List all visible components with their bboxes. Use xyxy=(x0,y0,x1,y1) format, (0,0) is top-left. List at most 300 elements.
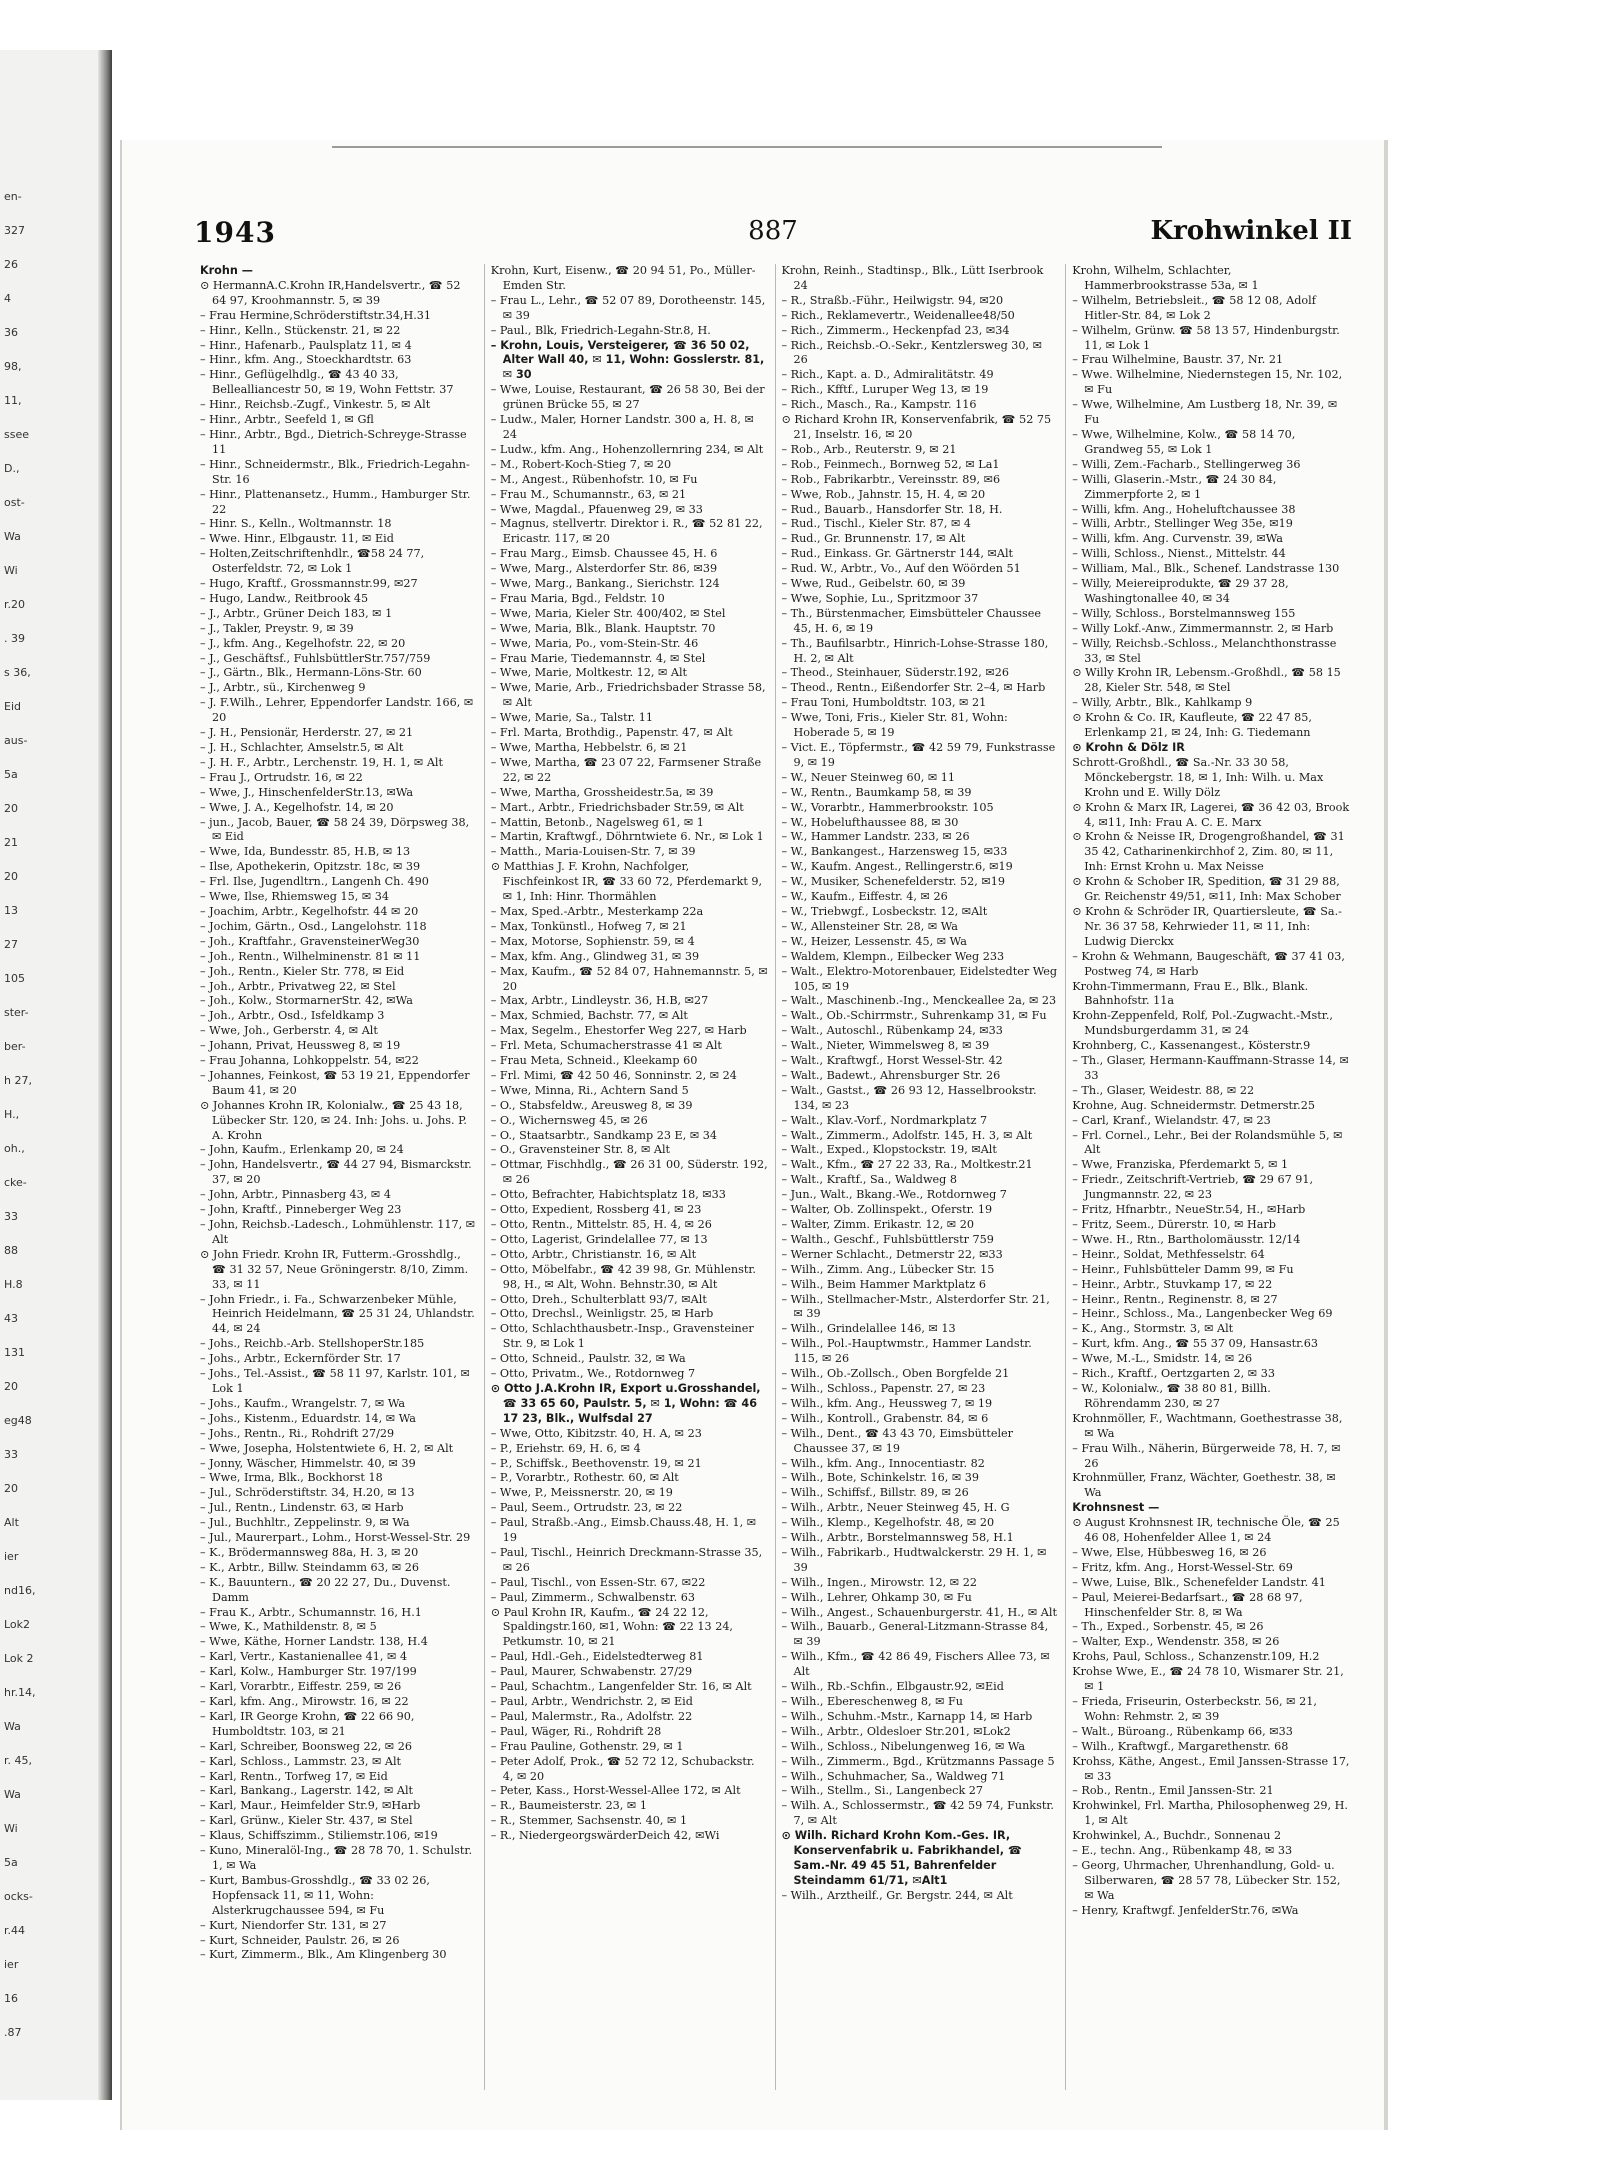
directory-entry: – J., Arbtr., sü., Kirchenweg 9 xyxy=(200,681,366,695)
directory-entry: – Rich., Kraftf., Oertzgarten 2, ✉ 33 xyxy=(1072,1367,1275,1381)
directory-entry: – O., Staatsarbtr., Sandkamp 23 E, ✉ 34 xyxy=(490,1128,717,1142)
directory-entry: – Max, Motorse, Sophienstr. 59, ✉ 4 xyxy=(490,934,695,948)
previous-page-fragment: ssee xyxy=(4,428,29,441)
page-gutter xyxy=(98,50,112,2100)
directory-entry: Krohwinkel, Frl. Martha, Philosophenweg 29, H. 1, ✉ Alt xyxy=(1072,1799,1348,1828)
directory-entry: – Ottmar, Fischhdlg., ☎ 26 31 00, Süderstr. 192, ✉ 26 xyxy=(490,1158,768,1187)
directory-entry: – Joachim, Arbtr., Kegelhofstr. 44 ✉ 20 xyxy=(200,904,419,918)
directory-entry: – Wilh., Schuhm.-Mstr., Karnapp 14, ✉ Harb xyxy=(781,1709,1033,1723)
directory-entry: – Wwe, Martha, ☎ 23 07 22, Farmsener Straße 22, ✉ 22 xyxy=(490,755,762,784)
directory-entry: – Hinr., Kelln., Stückenstr. 21, ✉ 22 xyxy=(200,323,401,337)
directory-entry: – W., Musiker, Schenefelderstr. 52, ✉19 xyxy=(781,875,1005,889)
directory-entry: – Magnus, stellvertr. Direktor i. R., ☎ 52 81 22, Ericastr. 117, ✉ 20 xyxy=(490,517,763,546)
directory-entry: – Paul, Maurer, Schwabenstr. 27/29 xyxy=(490,1665,693,1679)
directory-entry: – Wilh., Grindelallee 146, ✉ 13 xyxy=(781,1322,956,1336)
directory-entry: – Wwe, Maria, Kieler Str. 400/402, ✉ Stel xyxy=(490,606,726,620)
column-1 xyxy=(194,264,485,2090)
directory-entry: – W., Rentn., Baumkamp 58, ✉ 39 xyxy=(781,785,972,799)
directory-entry: – Jun., Walt., Bkang.-We., Rotdornweg 7 xyxy=(781,1188,1007,1202)
directory-entry: – Waldem, Klempn., Eilbecker Weg 233 xyxy=(781,949,1005,963)
directory-entry: – Wwe, Martha, Hebbelstr. 6, ✉ 21 xyxy=(490,741,688,754)
directory-entry: ⊙ Wilh. Richard Krohn Kom.-Ges. IR, Konservenfabrik u. Fabrikhandel, ☎ Sam.-Nr. 49 45 51, Bahrenfelder Steindamm 61/71, ✉Alt1 xyxy=(781,1829,1022,1887)
previous-page-fragment: 131 xyxy=(4,1346,25,1359)
directory-entry: – John, Arbtr., Pinnasberg 43, ✉ 4 xyxy=(200,1188,391,1202)
directory-entry: – Rud., Bauarb., Hansdorfer Str. 18, H. xyxy=(781,502,1003,516)
directory-entry: – Ludw., kfm. Ang., Hohenzollernring 234, ✉ Alt xyxy=(490,442,764,456)
directory-entry: – Johs., Tel.-Assist., ☎ 58 11 97, Karlstr. 101, ✉ Lok 1 xyxy=(200,1367,470,1395)
directory-entry: – Rob., Rentn., Emil Janssen-Str. 21 xyxy=(1072,1784,1274,1798)
previous-page-fragment: hr.14, xyxy=(4,1686,36,1699)
directory-entry: – Frl. Marta, Brothdig., Papenstr. 47, ✉ Alt xyxy=(490,726,733,740)
previous-page-fragment: 98, xyxy=(4,360,22,373)
previous-page-fragment: 5a xyxy=(4,1856,18,1869)
header-year: 1943 xyxy=(194,216,276,249)
directory-entry: – Karl, Schreiber, Boonsweg 22, ✉ 26 xyxy=(200,1739,412,1753)
directory-entry: – Frau Johanna, Lohkoppelstr. 54, ✉22 xyxy=(200,1054,419,1068)
directory-entry: – Heinr., Arbtr., Stuvkamp 17, ✉ 22 xyxy=(1072,1277,1273,1291)
directory-entry: – Krohn, Louis, Versteigerer, ☎ 36 50 02, Alter Wall 40, ✉ 11, Wohn: Gosslerstr. 81, ✉ 30 xyxy=(490,338,765,382)
directory-entry: – Wilh., Ingen., Mirowstr. 12, ✉ 22 xyxy=(781,1575,977,1589)
previous-page-fragment: 4 xyxy=(4,292,11,305)
directory-entry: – Th., Baufilsarbtr., Hinrich-Lohse-Strasse 180, H. 2, ✉ Alt xyxy=(781,636,1049,665)
directory-entry: – Willi, Glaserin.-Mstr., ☎ 24 30 84, Zimmerpforte 2, ✉ 1 xyxy=(1072,472,1277,501)
directory-entry: – W., Kaufm. Angest., Rellingerstr.6, ✉19 xyxy=(781,860,1013,874)
directory-entry: – Wilh., Kraftwgf., Margarethenstr. 68 xyxy=(1072,1739,1289,1753)
directory-entry: – Wwe, Toni, Fris., Kieler Str. 81, Wohn: Hoberade 5, ✉ 19 xyxy=(781,711,1008,740)
directory-entry: – Wwe, Else, Hübbesweg 16, ✉ 26 xyxy=(1072,1545,1267,1559)
previous-page-fragment: oh., xyxy=(4,1142,25,1155)
previous-page-fragment: Wa xyxy=(4,530,21,543)
directory-entry: – Hinr., kfm. Ang., Stoeckhardtstr. 63 xyxy=(200,353,412,367)
directory-entry: ⊙ August Krohnsnest IR, technische Öle, ☎ 25 46 08, Hohenfelder Allee 1, ✉ 24 xyxy=(1072,1516,1340,1545)
directory-entry: – J., kfm. Ang., Kegelhofstr. 22, ✉ 20 xyxy=(200,636,406,650)
directory-entry: – Rob., Arb., Reuterstr. 9, ✉ 21 xyxy=(781,442,957,456)
directory-entry: – Frau Marg., Eimsb. Chaussee 45, H. 6 xyxy=(490,547,718,561)
directory-entry: – Wwe, Käthe, Horner Landstr. 138, H.4 xyxy=(200,1635,428,1649)
previous-page-fragment: 20 xyxy=(4,1482,18,1495)
top-rule xyxy=(332,146,1162,148)
previous-page-fragment: Alt xyxy=(4,1516,19,1529)
directory-entry: – Hinr., Hafenarb., Paulsplatz 11, ✉ 4 xyxy=(200,338,412,352)
directory-columns xyxy=(194,264,1356,2090)
directory-entry: – Wilh., Bauarb., General-Litzmann-Strasse 84, ✉ 39 xyxy=(781,1620,1049,1649)
directory-entry: – Wwe, Marg., Alsterdorfer Str. 86, ✉39 xyxy=(490,562,718,576)
directory-entry: – Otto, Schlachthausbetr.-Insp., Gravensteiner Str. 9, ✉ Lok 1 xyxy=(490,1322,754,1351)
directory-entry: – Paul, Malermstr., Ra., Adolfstr. 22 xyxy=(490,1709,693,1723)
directory-entry: ⊙ Krohn & Dölz IR xyxy=(1072,741,1185,754)
directory-entry: – Kurt, Schneider, Paulstr. 26, ✉ 26 xyxy=(200,1933,400,1947)
directory-entry: – K., Brödermannsweg 88a, H. 3, ✉ 20 xyxy=(200,1545,419,1559)
directory-entry: – W., Hobelufthaussee 88, ✉ 30 xyxy=(781,815,959,829)
directory-entry: – Frau Pauline, Gothenstr. 29, ✉ 1 xyxy=(490,1739,684,1753)
directory-entry: – Jonny, Wäscher, Himmelstr. 40, ✉ 39 xyxy=(200,1456,416,1470)
directory-entry: – Karl, IR George Krohn, ☎ 22 66 90, Humboldtstr. 103, ✉ 21 xyxy=(200,1709,415,1738)
directory-entry: – Wilh., Arbtr., Oldesloer Str.201, ✉Lok2 xyxy=(781,1724,1011,1738)
page-header xyxy=(194,216,1352,260)
directory-entry: – Paul, Straßb.-Ang., Eimsb.Chauss.48, H. 1, ✉ 19 xyxy=(490,1516,757,1545)
directory-entry: Krohn — xyxy=(200,264,253,277)
directory-entry: – Paul., Blk, Friedrich-Legahn-Str.8, H. xyxy=(490,323,711,337)
directory-entry: – W., Kolonialw., ☎ 38 80 81, Billh. Röhrendamm 230, ✉ 27 xyxy=(1072,1381,1271,1410)
directory-entry: – Frl. Meta, Schumacherstrasse 41 ✉ Alt xyxy=(490,1039,722,1053)
directory-entry: – Otto, Möbelfabr., ☎ 42 39 98, Gr. Mühlenstr. 98, H., ✉ Alt, Wohn. Behnstr.30, ✉ Alt xyxy=(490,1262,756,1291)
previous-page-fragment: Lok2 xyxy=(4,1618,31,1631)
directory-entry: – Wilh., Schiffsf., Billstr. 89, ✉ 26 xyxy=(781,1486,969,1500)
directory-entry: – Wwe, Ilse, Rhiemsweg 15, ✉ 34 xyxy=(200,890,390,904)
directory-entry: – Wwe, Ida, Bundesstr. 85, H.B, ✉ 13 xyxy=(200,845,411,859)
previous-page-fragment: 20 xyxy=(4,870,18,883)
directory-entry: – Joh., Arbtr., Privatweg 22, ✉ Stel xyxy=(200,979,396,993)
directory-entry: – John, Kraftf., Pinneberger Weg 23 xyxy=(200,1203,402,1217)
directory-entry: ⊙ Krohn & Co. IR, Kaufleute, ☎ 22 47 85, Erlenkamp 21, ✉ 24, Inh: G. Tiedemann xyxy=(1072,711,1312,740)
directory-entry: – J. F.Wilh., Lehrer, Eppendorfer Landstr. 166, ✉ 20 xyxy=(200,696,474,725)
directory-entry: – Mart., Arbtr., Friedrichsbader Str.59, ✉ Alt xyxy=(490,800,744,814)
directory-entry: – Rob., Fabrikarbtr., Vereinsstr. 89, ✉6 xyxy=(781,472,1001,486)
directory-entry: ⊙ Willy Krohn IR, Lebensm.-Großhdl., ☎ 58 15 28, Kieler Str. 548, ✉ Stel xyxy=(1072,666,1341,695)
directory-entry: – R., Baumeisterstr. 23, ✉ 1 xyxy=(490,1799,647,1813)
directory-entry: – Hinr., Reichsb.-Zugf., Vinkestr. 5, ✉ Alt xyxy=(200,398,431,412)
directory-entry: – P., Vorarbtr., Rothestr. 60, ✉ Alt xyxy=(490,1471,679,1485)
directory-entry: – Th., Glaser, Hermann-Kauffmann-Strasse 14, ✉ 33 xyxy=(1072,1054,1349,1082)
directory-entry: – Wilh., Fabrikarb., Hudtwalckerstr. 29 H. 1, ✉ 39 xyxy=(781,1545,1047,1574)
directory-entry: – J., Geschäftsf., FuhlsbüttlerStr.757/759 xyxy=(200,651,431,665)
previous-page-fragment: H., xyxy=(4,1108,20,1121)
directory-entry: – John, Handelsvertr., ☎ 44 27 94, Bismarckstr. 37, ✉ 20 xyxy=(200,1158,472,1187)
directory-entry: – Otto, Schneid., Paulstr. 32, ✉ Wa xyxy=(490,1352,686,1366)
directory-entry: – Hinr., Geflügelhdlg., ☎ 43 40 33, Bellealliancestr 50, ✉ 19, Wohn Fettstr. 37 xyxy=(200,368,454,397)
directory-entry: – Rud. W., Arbtr., Vo., Auf den Wöörden 51 xyxy=(781,562,1021,576)
directory-entry: – Wwe, P., Meissnerstr. 20, ✉ 19 xyxy=(490,1486,673,1500)
previous-page-fragment: 11, xyxy=(4,394,22,407)
directory-entry: – Rich., Reklamevertr., Weidenallee48/50 xyxy=(781,308,1015,322)
previous-page-fragment: 88 xyxy=(4,1244,18,1257)
directory-entry: – Karl, Vertr., Kastanienallee 41, ✉ 4 xyxy=(200,1650,408,1664)
directory-entry: – Kuno, Mineralöl-Ing., ☎ 28 78 70, 1. Schulstr. 1, ✉ Wa xyxy=(200,1844,473,1872)
directory-entry: – Frl. Ilse, Jugendltrn., Langenh Ch. 490 xyxy=(200,875,429,889)
directory-entry: – Walt., Nieter, Wimmelsweg 8, ✉ 39 xyxy=(781,1039,990,1053)
directory-entry: – John, Reichsb.-Ladesch., Lohmühlenstr. 117, ✉ Alt xyxy=(200,1218,476,1246)
directory-entry: – Hinr., Plattenansetz., Humm., Hamburger Str. 22 xyxy=(200,487,471,516)
directory-entry: – Wilh., Zimmerm., Bgd., Krützmanns Passage 5 xyxy=(781,1754,1055,1768)
directory-entry: – Matth., Maria-Louisen-Str. 7, ✉ 39 xyxy=(490,845,696,859)
directory-entry: – Frau Meta, Schneid., Kleekamp 60 xyxy=(490,1054,698,1068)
directory-entry: – Walt., Kraftwgf., Horst Wessel-Str. 42 xyxy=(781,1054,1003,1068)
directory-entry: – Wwe, J. A., Kegelhofstr. 14, ✉ 20 xyxy=(200,800,394,814)
directory-entry: – Wwe, Louise, Restaurant, ☎ 26 58 30, Bei der grünen Brücke 55, ✉ 27 xyxy=(490,383,765,412)
directory-entry: – Paul, Meierei-Bedarfsart., ☎ 28 68 97, Hinschenfelder Str. 8, ✉ Wa xyxy=(1072,1590,1303,1619)
directory-entry: – Wilh., Zimm. Ang., Lübecker Str. 15 xyxy=(781,1262,995,1276)
previous-page-fragment: 26 xyxy=(4,258,18,271)
previous-page-fragment: 20 xyxy=(4,802,18,815)
directory-entry: – Joh., Rentn., Kieler Str. 778, ✉ Eid xyxy=(200,964,405,978)
directory-entry: – Wilh., Ebereschenweg 8, ✉ Fu xyxy=(781,1695,963,1708)
directory-entry: – Frau M., Schumannstr., 63, ✉ 21 xyxy=(490,487,687,501)
directory-entry: – Johs., Arbtr., Eckernförder Str. 17 xyxy=(200,1352,401,1366)
directory-entry: – Otto, Lagerist, Grindelallee 77, ✉ 13 xyxy=(490,1232,708,1246)
column-3 xyxy=(776,264,1067,2090)
directory-entry: – Holten,Zeitschriftenhdlr., ☎58 24 77, Osterfeldstr. 72, ✉ Lok 1 xyxy=(200,547,425,576)
directory-entry: ⊙ HermannA.C.Krohn IR,Handelsvertr., ☎ 52 64 97, Kroohmannstr. 5, ✉ 39 xyxy=(200,278,461,307)
directory-entry: – Hinr., Schneidermstr., Blk., Friedrich-Legahn-Str. 16 xyxy=(200,457,470,486)
directory-entry: – J., Arbtr., Grüner Deich 183, ✉ 1 xyxy=(200,606,393,620)
directory-entry: – Paul, Arbtr., Wendrichstr. 2, ✉ Eid xyxy=(490,1695,693,1708)
directory-entry: – Karl, kfm. Ang., Mirowstr. 16, ✉ 22 xyxy=(200,1695,409,1708)
directory-entry: – W., Kaufm., Eiffestr. 4, ✉ 26 xyxy=(781,890,948,904)
directory-entry: – E., techn. Ang., Rübenkamp 48, ✉ 33 xyxy=(1072,1844,1293,1858)
directory-entry: – Wwe, Marie, Sa., Talstr. 11 xyxy=(490,711,654,725)
previous-page-fragment: 5a xyxy=(4,768,18,781)
directory-entry: – Max, Kaufm., ☎ 52 84 07, Hahnemannstr. 5, ✉ 20 xyxy=(490,964,768,993)
directory-entry: Krohn, Reinh., Stadtinsp., Blk., Lütt Iserbrook 24 xyxy=(781,264,1044,292)
directory-entry: – Wwe, Marie, Arb., Friedrichsbader Strasse 58, ✉ Alt xyxy=(490,681,766,710)
directory-entry: – Johannes, Feinkost, ☎ 53 19 21, Eppendorfer Baum 41, ✉ 20 xyxy=(200,1068,470,1097)
directory-entry: – Willy, Meiereiprodukte, ☎ 29 37 28, Washingtonallee 40, ✉ 34 xyxy=(1072,577,1289,605)
directory-entry: – Paul, Hdl.-Geh., Eidelstedterweg 81 xyxy=(490,1650,704,1664)
previous-page-fragment: ier xyxy=(4,1958,19,1971)
directory-entry: – Walt., Gastst., ☎ 26 93 12, Hasselbrookstr. 134, ✉ 23 xyxy=(781,1083,1037,1112)
previous-page-fragment: r.20 xyxy=(4,598,26,611)
previous-page-fragment: ost- xyxy=(4,496,25,509)
column-2 xyxy=(485,264,776,2090)
header-running-title: Krohwinkel II xyxy=(1150,216,1352,246)
directory-entry: – Frau Maria, Bgd., Feldstr. 10 xyxy=(490,591,665,605)
directory-page xyxy=(120,140,1384,2130)
directory-entry: – Jul., Rentn., Lindenstr. 63, ✉ Harb xyxy=(200,1501,404,1515)
directory-entry: – Wilh., Arbtr., Borstelmannsweg 58, H.1 xyxy=(781,1531,1014,1545)
directory-entry: Krohn-Timmermann, Frau E., Blk., Blank. Bahnhofstr. 11a xyxy=(1072,979,1309,1008)
directory-entry: – Heinr., Soldat, Methfesselstr. 64 xyxy=(1072,1247,1265,1261)
directory-entry: – Willi, Arbtr., Stellinger Weg 35e, ✉19 xyxy=(1072,517,1293,531)
directory-entry: – Willy, Arbtr., Blk., Kahlkamp 9 xyxy=(1072,696,1253,710)
directory-entry: – Jul., Schröderstiftstr. 34, H.20, ✉ 13 xyxy=(200,1486,415,1500)
directory-entry: – Kurt, kfm. Ang., ☎ 55 37 09, Hansastr.63 xyxy=(1072,1337,1319,1351)
directory-entry: – J. H., Schlachter, Amselstr.5, ✉ Alt xyxy=(200,741,404,754)
directory-entry: – Kurt, Zimmerm., Blk., Am Klingenberg 30 xyxy=(200,1948,447,1962)
directory-entry: – Wilh., Pol.-Hauptwmstr., Hammer Landstr. 115, ✉ 26 xyxy=(781,1337,1032,1366)
directory-entry: – Frau Wilh., Näherin, Bürgerweide 78, H. 7, ✉ 26 xyxy=(1072,1441,1341,1470)
previous-page-fragment: aus- xyxy=(4,734,28,747)
directory-entry: – M., Robert-Koch-Stieg 7, ✉ 20 xyxy=(490,457,672,471)
directory-entry: – Paul, Tischl., Heinrich Dreckmann-Strasse 35, ✉ 26 xyxy=(490,1545,763,1574)
directory-entry: – Wwe, M.-L., Smidstr. 14, ✉ 26 xyxy=(1072,1352,1253,1366)
directory-entry: – Wwe, J., HinschenfelderStr.13, ✉Wa xyxy=(200,785,414,799)
directory-entry: – Karl, Bankang., Lagerstr. 142, ✉ Alt xyxy=(200,1784,414,1798)
directory-entry: – Paul, Schachtm., Langenfelder Str. 16, ✉ Alt xyxy=(490,1680,752,1694)
directory-entry: – Wilh., Schloss., Papenstr. 27, ✉ 23 xyxy=(781,1381,986,1395)
previous-page-fragment: Wa xyxy=(4,1788,21,1801)
previous-page-fragment: nd16, xyxy=(4,1584,36,1597)
directory-entry: – Wwe, Wilhelmine, Am Lustberg 18, Nr. 39, ✉ Fu xyxy=(1072,398,1338,427)
directory-entry: – Mattin, Betonb., Nagelsweg 61, ✉ 1 xyxy=(490,815,704,829)
directory-entry: – Max, Schmied, Bachstr. 77, ✉ Alt xyxy=(490,1009,688,1023)
previous-page-fragment: ber- xyxy=(4,1040,26,1053)
directory-entry: – Otto, Arbtr., Christianstr. 16, ✉ Alt xyxy=(490,1247,697,1261)
directory-entry: – Krohn & Wehmann, Baugeschäft, ☎ 37 41 03, Postweg 74, ✉ Harb xyxy=(1072,949,1345,978)
directory-entry: – Rich., Zimmerm., Heckenpfad 23, ✉34 xyxy=(781,323,1010,337)
directory-entry: Krohn, Wilhelm, Schlachter, Hammerbrookstrasse 53a, ✉ 1 xyxy=(1072,264,1259,292)
directory-entry: – Wilh., Arbtr., Neuer Steinweg 45, H. G xyxy=(781,1501,1010,1515)
directory-entry: – Rich., Masch., Ra., Kampstr. 116 xyxy=(781,398,977,412)
directory-entry: – Klaus, Schiffszimm., Stiliemstr.106, ✉19 xyxy=(200,1829,438,1843)
directory-entry: – Wwe, Marie, Moltkestr. 12, ✉ Alt xyxy=(490,666,688,680)
directory-entry: – Walt., Zimmerm., Adolfstr. 145, H. 3, ✉ Alt xyxy=(781,1128,1033,1142)
directory-entry: – Frl. Mimi, ☎ 42 50 46, Sonninstr. 2, ✉ 24 xyxy=(490,1068,737,1082)
directory-entry: – Jul., Maurerpart., Lohm., Horst-Wessel-Str. 29 xyxy=(200,1531,471,1545)
directory-entry: – Carl, Kranf., Wielandstr. 47, ✉ 23 xyxy=(1072,1113,1271,1127)
directory-entry: – Rob., Feinmech., Bornweg 52, ✉ La1 xyxy=(781,457,1000,471)
directory-entry: Schrott-Großhdl., ☎ Sa.-Nr. 33 30 58, Mönckebergstr. 18, ✉ 1, Inh: Wilh. u. Max Krohn und E. Willy Dölz xyxy=(1072,755,1324,799)
directory-entry: ⊙ Richard Krohn IR, Konservenfabrik, ☎ 52 75 21, Inselstr. 16, ✉ 20 xyxy=(781,413,1052,441)
directory-entry: – Walt., Autoschl., Rübenkamp 24, ✉33 xyxy=(781,1024,1003,1038)
directory-entry: – K., Ang., Stormstr. 3, ✉ Alt xyxy=(1072,1322,1234,1336)
directory-entry: – J. H. F., Arbtr., Lerchenstr. 19, H. 1, ✉ Alt xyxy=(200,755,443,769)
directory-entry: – Hugo, Kraftf., Grossmannstr.99, ✉27 xyxy=(200,577,418,591)
directory-entry: – W., Hammer Landstr. 233, ✉ 26 xyxy=(781,830,970,844)
directory-entry: – Hugo, Landw., Reitbrook 45 xyxy=(200,591,369,605)
directory-entry: – Willy, Reichsb.-Schloss., Melanchthonstrasse 33, ✉ Stel xyxy=(1072,636,1337,665)
directory-entry: – Wilh., Schloss., Nibelungenweg 16, ✉ Wa xyxy=(781,1739,1026,1753)
directory-entry: Krohwinkel, A., Buchdr., Sonnenau 2 xyxy=(1072,1829,1282,1843)
directory-entry: – Karl, Rentn., Torfweg 17, ✉ Eid xyxy=(200,1769,388,1783)
directory-entry: – Wilh., Arztheilf., Gr. Bergstr. 244, ✉ Alt xyxy=(781,1888,1013,1902)
directory-entry: – Wwe. Wilhelmine, Niedernstegen 15, Nr. 102, ✉ Fu xyxy=(1072,368,1343,397)
directory-entry: – Wilhelm, Betriebsleit., ☎ 58 12 08, Adolf Hitler-Str. 84, ✉ Lok 2 xyxy=(1072,293,1316,322)
previous-page-fragment: r. 45, xyxy=(4,1754,32,1767)
directory-entry: – William, Mal., Blk., Schenef. Landstrasse 130 xyxy=(1072,562,1340,576)
directory-entry: – Johann, Privat, Heussweg 8, ✉ 19 xyxy=(200,1039,401,1053)
previous-page-fragment: cke- xyxy=(4,1176,27,1189)
previous-page-fragment: ier xyxy=(4,1550,19,1563)
directory-entry: – M., Angest., Rübenhofstr. 10, ✉ Fu xyxy=(490,472,698,486)
previous-page-fragment: 13 xyxy=(4,904,18,917)
directory-entry: – K., Arbtr., Billw. Steindamm 63, ✉ 26 xyxy=(200,1560,420,1574)
previous-page-fragment: 105 xyxy=(4,972,25,985)
directory-entry: ⊙ Otto J.A.Krohn IR, Export u.Grosshandel, ☎ 33 65 60, Paulstr. 5, ✉ 1, Wohn: ☎ 46 17 23, Blk., Wulfsdal 27 xyxy=(490,1381,761,1425)
directory-entry: – W., Bankangest., Harzensweg 15, ✉33 xyxy=(781,845,1008,859)
directory-entry: – W., Vorarbtr., Hammerbrookstr. 105 xyxy=(781,800,994,814)
directory-entry: – Walter, Zimm. Erikastr. 12, ✉ 20 xyxy=(781,1218,974,1231)
directory-entry: – Kurt, Niendorfer Str. 131, ✉ 27 xyxy=(200,1918,387,1932)
header-page-number: 887 xyxy=(748,216,798,246)
directory-entry: ⊙ Matthias J. F. Krohn, Nachfolger, Fischfeinkost IR, ☎ 33 60 72, Pferdemarkt 9, ✉ 1, Inh: Hinr. Thormählen xyxy=(490,860,763,904)
directory-entry: – Wwe, Joh., Gerberstr. 4, ✉ Alt xyxy=(200,1024,378,1038)
directory-entry: – Frau Wilhelmine, Baustr. 37, Nr. 21 xyxy=(1072,353,1284,367)
directory-entry: – Frl. Cornel., Lehr., Bei der Rolandsmühle 5, ✉ Alt xyxy=(1072,1128,1343,1157)
previous-page-fragment: Lok 2 xyxy=(4,1652,34,1665)
directory-entry: ⊙ Johannes Krohn IR, Kolonialw., ☎ 25 43 18, Lübecker Str. 120, ✉ 24. Inh: Johs. u. Johs. P. A. Krohn xyxy=(200,1098,467,1142)
directory-entry: – Wilh., Bote, Schinkelstr. 16, ✉ 39 xyxy=(781,1471,980,1485)
directory-entry: ⊙ Krohn & Schober IR, Spedition, ☎ 31 29 88, Gr. Reichenstr 49/51, ✉11, Inh: Max Schober xyxy=(1072,875,1341,904)
directory-entry: – Rich., Reichsb.-O.-Sekr., Kentzlersweg 30, ✉ 26 xyxy=(781,338,1043,367)
directory-entry: – O., Gravensteiner Str. 8, ✉ Alt xyxy=(490,1143,671,1157)
previous-page-fragment: eg48 xyxy=(4,1414,32,1427)
directory-entry: – Walt., Elektro-Motorenbauer, Eidelstedter Weg 105, ✉ 19 xyxy=(781,964,1058,993)
previous-page-fragment: 27 xyxy=(4,938,18,951)
directory-entry: – Karl, Kolw., Hamburger Str. 197/199 xyxy=(200,1665,417,1679)
directory-entry: – O., Stabsfeldw., Areusweg 8, ✉ 39 xyxy=(490,1098,693,1112)
directory-entry: – Wilh., Schuhmacher, Sa., Waldweg 71 xyxy=(781,1769,1006,1783)
directory-entry: – Wilh., Stellmacher-Mstr., Alsterdorfer Str. 21, ✉ 39 xyxy=(781,1292,1050,1321)
directory-entry: – Wwe. Hinr., Elbgaustr. 11, ✉ Eid xyxy=(200,532,394,546)
directory-entry: – J., Gärtn., Blk., Hermann-Löns-Str. 60 xyxy=(200,666,422,680)
directory-entry: – Johs., Kaufm., Wrangelstr. 7, ✉ Wa xyxy=(200,1396,406,1410)
directory-entry: – R., Straßb.-Führ., Heilwigstr. 94, ✉20 xyxy=(781,293,1004,307)
directory-entry: – Walt., Badewt., Ahrensburger Str. 26 xyxy=(781,1068,1001,1082)
directory-entry: – Max, Sped.-Arbtr., Mesterkamp 22a xyxy=(490,904,704,918)
previous-page-fragment: 43 xyxy=(4,1312,18,1325)
previous-page-fragment: en- xyxy=(4,190,22,203)
directory-entry: – Heinr., Fuhlsbütteler Damm 99, ✉ Fu xyxy=(1072,1262,1294,1276)
directory-entry: – Theod., Rentn., Eißendorfer Str. 2–4, ✉ Harb xyxy=(781,681,1046,695)
directory-entry: – Walter, Ob. Zollinspekt., Oferstr. 19 xyxy=(781,1203,993,1217)
directory-entry: – Frau L., Lehr., ☎ 52 07 89, Dorotheenstr. 145, ✉ 39 xyxy=(490,293,766,322)
directory-entry: – Jul., Buchhltr., Zeppelinstr. 9, ✉ Wa xyxy=(200,1516,410,1530)
directory-entry: – Wwe, Rud., Geibelstr. 60, ✉ 39 xyxy=(781,577,966,591)
directory-entry: – Johs., Reichb.-Arb. StellshoperStr.185 xyxy=(200,1337,425,1351)
directory-entry: – Wilh., Ob.-Zollsch., Oben Borgfelde 21 xyxy=(781,1367,1010,1381)
directory-entry: – Otto, Dreh., Schulterblatt 93/7, ✉Alt xyxy=(490,1292,707,1306)
directory-entry: – R., NiedergeorgswärderDeich 42, ✉Wi xyxy=(490,1829,720,1843)
directory-entry: – Willi, Zem.-Facharb., Stellingerweg 36 xyxy=(1072,457,1301,471)
previous-page-fragment: Wi xyxy=(4,1822,18,1835)
directory-entry: – Rud., Tischl., Kieler Str. 87, ✉ 4 xyxy=(781,517,972,531)
directory-entry: – Wwe, Marg., Bankang., Sierichstr. 124 xyxy=(490,577,720,591)
directory-entry: – Wilh., Dent., ☎ 43 43 70, Eimsbütteler Chaussee 37, ✉ 19 xyxy=(781,1426,1013,1455)
previous-page-fragment: ocks- xyxy=(4,1890,33,1903)
previous-page-fragment: ster- xyxy=(4,1006,29,1019)
directory-entry: – Willy Lokf.-Anw., Zimmermannstr. 2, ✉ Harb xyxy=(1072,621,1334,635)
directory-entry: – jun., Jacob, Bauer, ☎ 58 24 39, Dörpsweg 38, ✉ Eid xyxy=(200,815,470,844)
directory-entry: – Max, Arbtr., Lindleystr. 36, H.B, ✉27 xyxy=(490,994,709,1008)
directory-entry: – Walter, Exp., Wendenstr. 358, ✉ 26 xyxy=(1072,1635,1280,1649)
directory-entry: – Theod., Steinhauer, Süderstr.192, ✉26 xyxy=(781,666,1009,680)
directory-entry: Krohss, Käthe, Angest., Emil Janssen-Strasse 17, ✉ 33 xyxy=(1072,1754,1350,1783)
previous-page-fragment: 36 xyxy=(4,326,18,339)
previous-page-fragment: 33 xyxy=(4,1210,18,1223)
directory-entry: – Joh., Kraftfahr., GravensteinerWeg30 xyxy=(200,934,420,948)
directory-entry: Krohn-Zeppenfeld, Rolf, Pol.-Zugwacht.-Mstr., Mundsburgerdamm 31, ✉ 24 xyxy=(1072,1009,1333,1038)
previous-page-fragment: Wa xyxy=(4,1720,21,1733)
previous-page-fragment: 33 xyxy=(4,1448,18,1461)
previous-page-fragment: Eid xyxy=(4,700,21,713)
directory-entry: – Otto, Privatm., We., Rotdornweg 7 xyxy=(490,1367,696,1381)
directory-entry: – Jochim, Gärtn., Osd., Langelohstr. 118 xyxy=(200,919,427,933)
directory-entry: – Rud., Einkass. Gr. Gärtnerstr 144, ✉Alt xyxy=(781,547,1014,561)
directory-entry: – Paul, Zimmerm., Schwalbenstr. 63 xyxy=(490,1590,695,1604)
directory-entry: – Wilh., Rb.-Schfin., Elbgaustr.92, ✉Eid xyxy=(781,1680,1004,1694)
directory-entry: – Max, kfm. Ang., Glindweg 31, ✉ 39 xyxy=(490,949,700,963)
directory-entry: – Rich., Kapt. a. D., Admiralitätstr. 49 xyxy=(781,368,994,382)
directory-entry: – Max, Segelm., Ehestorfer Weg 227, ✉ Harb xyxy=(490,1024,747,1038)
directory-entry: – R., Stemmer, Sachsenstr. 40, ✉ 1 xyxy=(490,1814,688,1828)
directory-entry: – Heinr., Rentn., Reginenstr. 8, ✉ 27 xyxy=(1072,1292,1278,1306)
previous-page-fragment: . 39 xyxy=(4,632,25,645)
directory-entry: – Wilh., Lehrer, Ohkamp 30, ✉ Fu xyxy=(781,1590,972,1604)
directory-entry: – Kurt, Bambus-Grosshdlg., ☎ 33 02 26, Hopfensack 11, ✉ 11, Wohn: Alsterkrugchaussee 594, ✉ Fu xyxy=(200,1873,430,1917)
directory-entry: – Wwe, Irma, Blk., Bockhorst 18 xyxy=(200,1471,383,1485)
directory-entry: – Otto, Drechsl., Weinligstr. 25, ✉ Harb xyxy=(490,1307,714,1321)
previous-page-fragment: H.8 xyxy=(4,1278,23,1291)
directory-entry: – Wilh. A., Schlossermstr., ☎ 42 59 74, Funkstr. 7, ✉ Alt xyxy=(781,1799,1054,1828)
directory-entry: Krohnmüller, Franz, Wächter, Goethestr. 38, ✉ Wa xyxy=(1072,1471,1336,1500)
directory-entry: – Johs., Rentn., Ri., Rohdrift 27/29 xyxy=(200,1426,395,1440)
directory-entry: – Th., Glaser, Weidestr. 88, ✉ 22 xyxy=(1072,1083,1255,1097)
directory-entry: ⊙ Krohn & Schröder IR, Quartiersleute, ☎ Sa.-Nr. 36 37 58, Kehrwieder 11, ✉ 11, Inh: Ludwig Dierckx xyxy=(1072,904,1342,948)
directory-entry: – Wwe. H., Rtn., Bartholomäusstr. 12/14 xyxy=(1072,1232,1301,1246)
directory-entry: – Wilh., Klemp., Kegelhofstr. 48, ✉ 20 xyxy=(781,1516,995,1530)
directory-entry: – Frau Toni, Humboldtstr. 103, ✉ 21 xyxy=(781,696,987,710)
directory-entry: – Wilh., Kontroll., Grabenstr. 84, ✉ 6 xyxy=(781,1411,989,1425)
